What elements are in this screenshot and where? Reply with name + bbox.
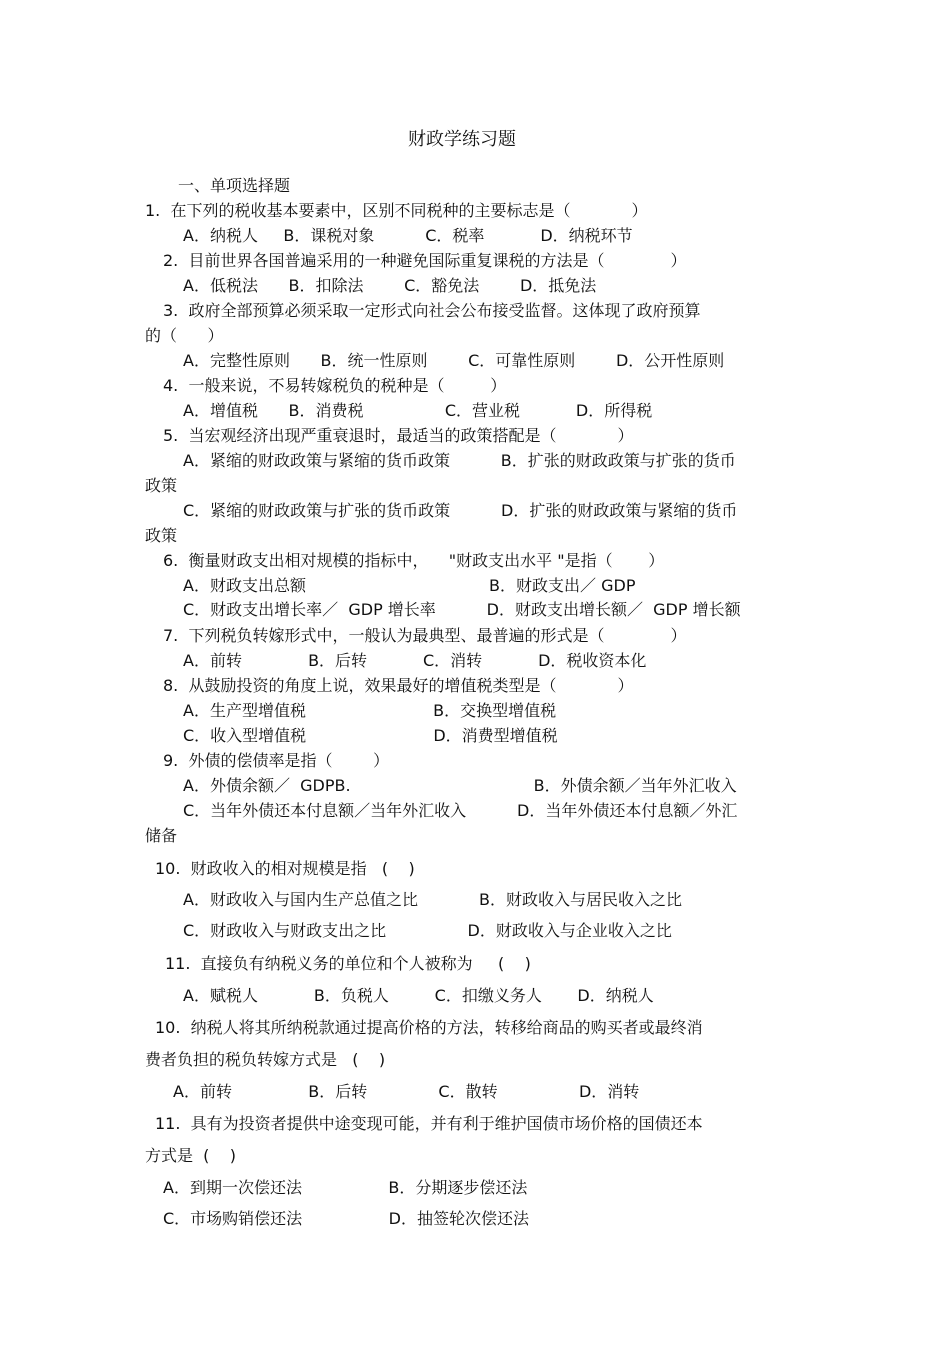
question-3-options: A．完整性原则 B．统一性原则 C．可靠性原则 D．公开性原则 [183, 351, 725, 370]
question-10: 10. 财政收入的相对规模是指 ( ) [155, 859, 415, 878]
document-title: 财政学练习题 [408, 129, 516, 150]
question-7-options: A．前转 B．后转 C．消转 D．税收资本化 [183, 651, 647, 670]
question-13-options-cd: C．市场购销偿还法 D．抽签轮次偿还法 [163, 1209, 529, 1228]
question-10-options-cd: C．财政收入与财政支出之比 D．财政收入与企业收入之比 [183, 921, 672, 940]
question-5-options-ab: A．紧缩的财政政策与紧缩的货币政策 B．扩张的财政政策与扩张的货币 [183, 451, 736, 470]
question-4: 4. 一般来说，不易转嫁税负的税种是（ ） [163, 376, 507, 395]
question-9: 9. 外债的偿债率是指（ ） [163, 751, 390, 770]
question-5-options-cd: C．紧缩的财政政策与扩张的货币政策 D．扩张的财政政策与紧缩的货币 [183, 501, 738, 520]
question-9-options-ab: A．外债余额／ GDPB. B．外债余额／当年外汇收入 [183, 776, 737, 795]
question-10-options-ab: A．财政收入与国内生产总值之比 B．财政收入与居民收入之比 [183, 890, 682, 909]
question-13: 11. 具有为投资者提供中途变现可能，并有利于维护国债市场价格的国债还本 [155, 1114, 703, 1133]
question-12-cont: 费者负担的税负转嫁方式是 ( ) [145, 1050, 386, 1069]
question-12-options: A．前转 B．后转 C．散转 D．消转 [173, 1082, 640, 1101]
question-11-options: A．赋税人 B．负税人 C．扣缴义务人 D．纳税人 [183, 986, 654, 1005]
question-7: 7. 下列税负转嫁形式中，一般认为最典型、最普遍的形式是（ ） [163, 626, 687, 645]
question-5-options-cd-cont: 政策 [145, 526, 178, 545]
question-3: 3. 政府全部预算必须采取一定形式向社会公布接受监督。这体现了政府预算 [163, 301, 701, 320]
question-1: 1. 在下列的税收基本要素中，区别不同税种的主要标志是（ ） [145, 201, 648, 220]
question-1-options: A．纳税人 B．课税对象 C．税率 D．纳税环节 [183, 226, 633, 245]
question-2-options: A．低税法 B．扣除法 C．豁免法 D．抵免法 [183, 276, 597, 295]
question-13-cont: 方式是 ( ) [145, 1146, 237, 1165]
question-13-options-ab: A．到期一次偿还法 B．分期逐步偿还法 [163, 1178, 528, 1197]
question-2: 2. 目前世界各国普遍采用的一种避免国际重复课税的方法是（ ） [163, 251, 687, 270]
question-11: 11. 直接负有纳税义务的单位和个人被称为 ( ) [165, 954, 531, 973]
question-8-options-ab: A．生产型增值税 B．交换型增值税 [183, 701, 557, 720]
question-4-options: A．增值税 B．消费税 C．营业税 D．所得税 [183, 401, 653, 420]
question-8: 8. 从鼓励投资的角度上说，效果最好的增值税类型是（ ） [163, 676, 634, 695]
question-9-options-cd: C．当年外债还本付息额／当年外汇收入 D．当年外债还本付息额／外汇 [183, 801, 738, 820]
question-8-options-cd: C．收入型增值税 D．消费型增值税 [183, 726, 558, 745]
question-6-options-cd: C．财政支出增长率／ GDP 增长率 D．财政支出增长额／ GDP 增长额 [183, 600, 741, 619]
question-6: 6. 衡量财政支出相对规模的指标中， "财政支出水平 "是指（ ） [163, 551, 665, 570]
section-heading: 一、单项选择题 [178, 176, 291, 195]
question-5-options-ab-cont: 政策 [145, 476, 178, 495]
question-12: 10. 纳税人将其所纳税款通过提高价格的方法，转移给商品的购买者或最终消 [155, 1018, 703, 1037]
question-9-options-cd-cont: 储备 [145, 826, 178, 845]
question-3-cont: 的（ ） [145, 326, 224, 345]
question-5: 5. 当宏观经济出现严重衰退时，最适当的政策搭配是（ ） [163, 426, 634, 445]
question-6-options-ab: A．财政支出总额 B．财政支出／ GDP [183, 576, 636, 595]
